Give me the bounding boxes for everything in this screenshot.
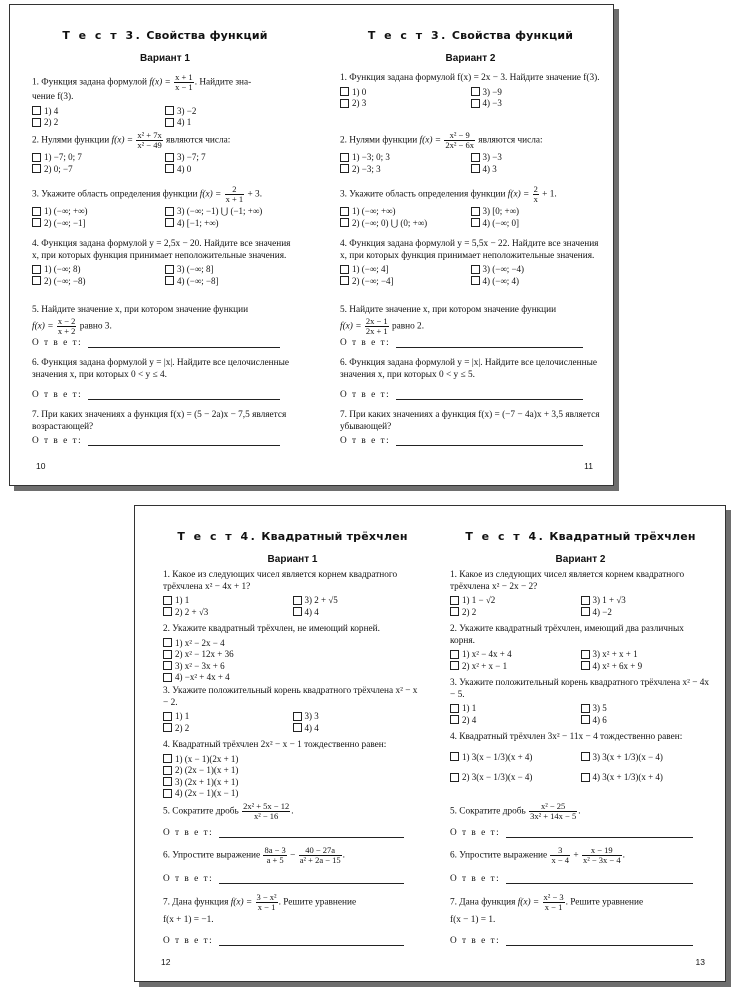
answer-field[interactable]: О т в е т: [450, 828, 693, 838]
option-1[interactable]: 1) (−∞; 4] [340, 264, 471, 275]
option-1[interactable]: 1) x² − 4x + 4 [450, 649, 581, 660]
checkbox[interactable] [165, 118, 174, 127]
question-7: 7. Дана функция f(x) = $\frac{\text{x² − 3}}{x - 1}$ . Решите уравнение f(x − 1) = 1. [450, 892, 644, 925]
option-2[interactable]: 2) (−∞; −8) [32, 276, 165, 287]
option-3[interactable]: 3) x² − 3x + 6 [163, 661, 422, 672]
checkbox[interactable] [32, 207, 41, 216]
options [340, 87, 601, 109]
checkbox[interactable] [165, 164, 174, 173]
option-2[interactable]: 2) (−∞; −1] [32, 218, 165, 229]
option-2[interactable]: 2) 2 + √3 [163, 607, 293, 618]
option-1[interactable]: 1) 3(x − 1/3)(x + 4) [450, 752, 581, 763]
question-4: 4. Квадратный трёхчлен 3x² − 11x − 4 тождественно равен: 1) 3(x − 1/3)(x + 4) 3) 3(x + 1/3)(x − 4) 2) 3(x − 1/3)(x − 4) 4) 3(x + 1/3)(x + 4) [450, 732, 711, 783]
option-4[interactable]: 4) 4 [293, 723, 423, 734]
checkbox[interactable] [32, 276, 41, 285]
option-2[interactable]: 2) 3(x − 1/3)(x − 4) [450, 772, 581, 783]
checkbox[interactable] [163, 638, 172, 647]
option-4[interactable]: 4) −x² + 4x + 4 [163, 672, 422, 683]
checkbox[interactable] [165, 218, 174, 227]
checkbox[interactable] [293, 596, 302, 605]
variant-label: Вариант 2 [555, 554, 606, 565]
checkbox[interactable] [450, 596, 459, 605]
answer-field[interactable]: О т в е т: [163, 828, 404, 838]
question-5: 5. Сократите дробь $\frac{\text{2x² + 5x − 12}}{\text{x² − 16}}$ . [163, 801, 294, 821]
question-2: 2. Нулями функции f(x) = $\frac{\text{x² − 9}}{\text{2x² − 6x}}$ являются числа: 1) −3; 0; 3 3) −3 2) −3; 3 4) 3 [340, 131, 601, 174]
options [163, 638, 422, 683]
checkbox[interactable] [340, 265, 349, 274]
option-3[interactable]: 3) 2 + √5 [293, 595, 423, 606]
options [340, 152, 601, 174]
option-1[interactable]: 1) (−∞; +∞) [340, 206, 471, 217]
page-10 [10, 5, 312, 485]
fraction: $\frac{x - 2}{x + 2}$ [57, 315, 76, 336]
checkbox[interactable] [163, 754, 172, 763]
answer-field[interactable]: О т в е т: [32, 390, 280, 400]
option-2[interactable]: 2) 4 [450, 715, 581, 726]
answer-field[interactable]: О т в е т: [163, 936, 404, 946]
question-1: 1. Функция задана формулой f(x) = $\frac{x + 1}{x - 1}$ . Найдите зна- чение f(3). 1) 4 3) −2 2) 2 4) 1 [32, 73, 298, 128]
checkbox[interactable] [165, 207, 174, 216]
option-1[interactable]: 1) −7; 0; 7 [32, 152, 165, 163]
option-1[interactable]: 1) (−∞; +∞) [32, 206, 165, 217]
checkbox[interactable] [450, 704, 459, 713]
checkbox[interactable] [163, 723, 172, 732]
checkbox[interactable] [450, 650, 459, 659]
option-3[interactable]: 3) −3 [471, 152, 602, 163]
question-2: 2. Нулями функции f(x) = $\frac{\text{x² + 7x}}{\text{x² − 49}}$ являются числа: 1) −7; 0; 7 3) −7; 7 2) 0; −7 4) 0 [32, 131, 298, 174]
page-title: Т е с т 4. Квадратный трёхчлен [465, 530, 696, 543]
options [32, 106, 298, 128]
option-3[interactable]: 3) 3(x + 1/3)(x − 4) [581, 752, 712, 763]
checkbox[interactable] [581, 715, 590, 724]
checkbox[interactable] [165, 276, 174, 285]
question-7: 7. При каких значениях a функция f(x) = (5 − 2a)x − 7,5 является возрастающей? [32, 410, 287, 432]
question-6: 6. Упростите выражение $\frac{8a - 3}{a + 5}$ − $\frac{40 - 27a}{\text{a² + 2a − 15}}$ . [163, 845, 345, 865]
question-1: 1. Какое из следующих чисел является корнем квадратного трёхчлена x² − 2x − 2? 1) 1 − √2 3) 1 + √3 2) 2 4) −2 [450, 570, 711, 617]
option-1[interactable]: 1) 1 [450, 703, 581, 714]
option-2[interactable]: 2) (−∞; 0) ⋃ (0; +∞) [340, 218, 471, 229]
question-2: 2. Укажите квадратный трёхчлен, имеющий два различных корня. 1) x² − 4x + 4 3) x² + x + 1 2) x² + x − 1 4) x² + 6x + 9 [450, 624, 711, 671]
checkbox[interactable] [471, 265, 480, 274]
checkbox[interactable] [471, 87, 480, 96]
question-4: 4. Квадратный трёхчлен 2x² − x − 1 тождественно равен: 1) (x − 1)(2x + 1) 2) (2x − 1)(x + 1) 3) (2x + 1)(x + 1) 4) (2x − 1)(x − 1) [163, 740, 422, 799]
checkbox[interactable] [163, 789, 172, 798]
option-2[interactable]: 2) (−∞; −4] [340, 276, 471, 287]
question-3: 3. Укажите область определения функции f(x) = $\frac{2}{x + 1}$ + 3. 1) (−∞; +∞) 3) (−∞; −1) ⋃ (−1; +∞) 2) (−∞; −1] 4) [−1; +∞) [32, 185, 298, 228]
checkbox[interactable] [165, 106, 174, 115]
answer-field[interactable]: О т в е т: [450, 936, 693, 946]
checkbox[interactable] [450, 773, 459, 782]
option-1[interactable]: 1) 1 [163, 595, 293, 606]
checkbox[interactable] [450, 607, 459, 616]
fraction: $\frac{\text{3 − x²}}{x - 1}$ [256, 892, 277, 912]
question-4: 4. Функция задана формулой y = 5,5x − 22. Найдите все значения x, при которых функция принимает неположительные значения. 1) (−∞; 4] 3) (−∞; −4) 2) (−∞; −4] 4) (−∞; 4) [340, 239, 601, 286]
option-4[interactable]: 4) −2 [581, 607, 712, 618]
options [32, 264, 298, 286]
option-2[interactable]: 2) 0; −7 [32, 164, 165, 175]
options [340, 264, 601, 286]
option-2[interactable]: 2) 2 [32, 117, 165, 128]
page-13 [430, 506, 725, 981]
page-12 [135, 506, 430, 981]
fraction: $\frac{2x - 1}{2x + 1}$ [365, 315, 388, 336]
options [32, 206, 298, 228]
checkbox[interactable] [32, 118, 41, 127]
question-3: 3. Укажите положительный корень квадратного трёхчлена x² − x − 2. 1) 1 3) 3 2) 2 4) 4 [163, 686, 422, 733]
page-title: Т е с т 3. Свойства функций [62, 29, 268, 42]
option-3[interactable]: 3) 5 [581, 703, 712, 714]
option-3[interactable]: 3) (−∞; −1) ⋃ (−1; +∞) [165, 206, 298, 217]
option-1[interactable]: 1) 4 [32, 106, 165, 117]
checkbox[interactable] [340, 87, 349, 96]
checkbox[interactable] [581, 704, 590, 713]
fraction: $\frac{\text{x² − 9}}{\text{2x² − 6x}}$ [445, 130, 474, 150]
variant-label: Вариант 2 [445, 53, 496, 64]
variant-label: Вариант 1 [267, 554, 318, 565]
checkbox[interactable] [293, 712, 302, 721]
question-5: 5. Найдите значение x, при котором значение функции f(x) = $\frac{x - 2}{x + 2}$ равно 3. [32, 305, 249, 336]
answer-field[interactable]: О т в е т: [450, 874, 693, 884]
option-4[interactable]: 4) 3 [471, 164, 602, 175]
option-3[interactable]: 3) [0; +∞) [471, 206, 602, 217]
checkbox[interactable] [471, 99, 480, 108]
checkbox[interactable] [340, 153, 349, 162]
option-2[interactable]: 2) x² − 12x + 36 [163, 649, 422, 660]
fraction: $\frac{\text{x² − 25}}{\text{3x² + 14x − 5}}$ [530, 801, 577, 821]
checkbox[interactable] [163, 607, 172, 616]
question-3: 3. Укажите положительный корень квадратного трёхчлена x² − 4x − 5. 1) 1 3) 5 2) 4 4) 6 [450, 678, 710, 725]
answer-field[interactable]: О т в е т: [340, 338, 583, 348]
checkbox[interactable] [163, 673, 172, 682]
question-6: 6. Функция задана формулой y = |x|. Найдите все целочисленные значения x, при которых 0 < y ≤ 4. [32, 358, 289, 380]
page-title: Т е с т 3. Свойства функций [367, 29, 574, 42]
checkbox[interactable] [32, 153, 41, 162]
checkbox[interactable] [471, 153, 480, 162]
question-2: 2. Укажите квадратный трёхчлен, не имеющий корней. 1) x² − 2x − 4 2) x² − 12x + 36 3) x² − 3x + 6 4) −x² + 4x + 4 [163, 624, 422, 683]
checkbox[interactable] [581, 607, 590, 616]
page-number: 12 [161, 957, 171, 967]
question-4: 4. Функция задана формулой y = 2,5x − 20. Найдите все значения x, при которых функция принимает неположительные значения. 1) (−∞; 8) 3) (−∞; 8] 2) (−∞; −8) 4) (−∞; −8] [32, 239, 298, 286]
option-1[interactable]: 1) (−∞; 8) [32, 264, 165, 275]
checkbox[interactable] [581, 596, 590, 605]
variant-label: Вариант 1 [140, 53, 190, 64]
book-spread-test3 [9, 4, 614, 486]
checkbox[interactable] [450, 715, 459, 724]
question-3: 3. Укажите область определения функции f(x) = $\frac{2}{x}$ + 1. 1) (−∞; +∞) 3) [0; +∞) 2) (−∞; 0) ⋃ (0; +∞) 4) (−∞; 0] [340, 185, 601, 228]
fraction: $\frac{2}{x + 1}$ [225, 184, 244, 204]
checkbox[interactable] [293, 723, 302, 732]
option-3[interactable]: 3) −2 [165, 106, 298, 117]
checkbox[interactable] [32, 265, 41, 274]
fraction: $\frac{40 - 27a}{\text{a² + 2a − 15}}$ [299, 845, 341, 865]
answer-field[interactable]: О т в е т: [32, 436, 280, 446]
checkbox[interactable] [340, 207, 349, 216]
options [163, 754, 422, 799]
option-4[interactable]: 4) 6 [581, 715, 712, 726]
checkbox[interactable] [581, 773, 590, 782]
option-4[interactable]: 4) −3 [471, 98, 602, 109]
option-3[interactable]: 3) −7; 7 [165, 152, 298, 163]
page-11 [312, 5, 613, 485]
options [450, 752, 711, 783]
option-3[interactable]: 3) x² + x + 1 [581, 649, 712, 660]
question-7: 7. При каких значениях a функция f(x) = (−7 − 4a)x + 3,5 является убывающей? [340, 410, 600, 432]
checkbox[interactable] [471, 164, 480, 173]
option-2[interactable]: 2) 2 [163, 723, 293, 734]
fraction: $\frac{2}{x}$ [533, 184, 538, 204]
option-2[interactable]: 2) (2x − 1)(x + 1) [163, 765, 422, 776]
option-1[interactable]: 1) 1 − √2 [450, 595, 581, 606]
checkbox[interactable] [163, 596, 172, 605]
option-4[interactable]: 4) (−∞; 0] [471, 218, 602, 229]
option-4[interactable]: 4) (2x − 1)(x − 1) [163, 788, 422, 799]
page-number: 10 [36, 461, 46, 471]
checkbox[interactable] [163, 650, 172, 659]
fraction: $\frac{x - 19}{\text{x² − 3x − 4}}$ [582, 845, 621, 865]
fraction: $\frac{\text{x² + 7x}}{\text{x² − 49}}$ [137, 130, 162, 150]
options [163, 595, 422, 617]
question-5: 5. Сократите дробь $\frac{\text{x² − 25}}{\text{3x² + 14x − 5}}$ . [450, 801, 581, 821]
option-4[interactable]: 4) (−∞; 4) [471, 276, 602, 287]
option-4[interactable]: 4) 1 [165, 117, 298, 128]
page-number: 11 [584, 461, 593, 471]
question-6: 6. Функция задана формулой y = |x|. Найдите все целочисленные значения x, при которых 0 < y ≤ 5. [340, 358, 597, 380]
option-1[interactable]: 1) 0 [340, 87, 471, 98]
option-4[interactable]: 4) [−1; +∞) [165, 218, 298, 229]
option-3[interactable]: 3) 1 + √3 [581, 595, 712, 606]
option-2[interactable]: 2) −3; 3 [340, 164, 471, 175]
answer-field[interactable]: О т в е т: [32, 338, 280, 348]
checkbox[interactable] [581, 752, 590, 761]
checkbox[interactable] [32, 106, 41, 115]
option-4[interactable]: 4) x² + 6x + 9 [581, 661, 712, 672]
fraction: $\frac{x + 1}{x - 1}$ [175, 72, 193, 92]
options [450, 703, 711, 725]
answer-field[interactable]: О т в е т: [340, 436, 583, 446]
checkbox[interactable] [340, 276, 349, 285]
fraction: $\frac{\text{x² − 3}}{x - 1}$ [543, 892, 564, 912]
option-4[interactable]: 4) (−∞; −8] [165, 276, 298, 287]
checkbox[interactable] [471, 207, 480, 216]
options [340, 206, 601, 228]
option-2[interactable]: 2) 3 [340, 98, 471, 109]
checkbox[interactable] [450, 752, 459, 761]
page-title: Т е с т 4. Квадратный трёхчлен [177, 530, 408, 543]
checkbox[interactable] [163, 712, 172, 721]
checkbox[interactable] [471, 276, 480, 285]
checkbox[interactable] [293, 607, 302, 616]
options [163, 711, 422, 733]
option-1[interactable]: 1) x² − 2x − 4 [163, 638, 422, 649]
option-3[interactable]: 3) (2x + 1)(x + 1) [163, 777, 422, 788]
options [450, 649, 711, 671]
checkbox[interactable] [163, 766, 172, 775]
option-4[interactable]: 4) 3(x + 1/3)(x + 4) [581, 772, 712, 783]
option-1[interactable]: 1) 1 [163, 711, 293, 722]
option-1[interactable]: 1) (x − 1)(2x + 1) [163, 754, 422, 765]
option-3[interactable]: 3) (−∞; −4) [471, 264, 602, 275]
checkbox[interactable] [32, 218, 41, 227]
question-1: 1. Какое из следующих чисел является корнем квадратного трёхчлена x² − 4x + 1? 1) 1 3) 2 + √5 2) 2 + √3 4) 4 [163, 570, 422, 617]
answer-field[interactable]: О т в е т: [163, 874, 404, 884]
fraction: $\frac{8a - 3}{a + 5}$ [264, 845, 286, 865]
option-3[interactable]: 3) −9 [471, 87, 602, 98]
page-number: 13 [695, 957, 705, 967]
checkbox[interactable] [165, 265, 174, 274]
checkbox[interactable] [581, 661, 590, 670]
checkbox[interactable] [340, 218, 349, 227]
answer-field[interactable]: О т в е т: [340, 390, 583, 400]
option-2[interactable]: 2) 2 [450, 607, 581, 618]
checkbox[interactable] [340, 164, 349, 173]
checkbox[interactable] [32, 164, 41, 173]
options [450, 595, 711, 617]
question-5: 5. Найдите значение x, при котором значение функции f(x) = $\frac{2x - 1}{2x + 1}$ равно 2. [340, 305, 557, 336]
option-2[interactable]: 2) x² + x − 1 [450, 661, 581, 672]
fraction: $\frac{3}{x - 4}$ [551, 845, 570, 865]
option-3[interactable]: 3) (−∞; 8] [165, 264, 298, 275]
checkbox[interactable] [340, 99, 349, 108]
checkbox[interactable] [163, 777, 172, 786]
checkbox[interactable] [165, 153, 174, 162]
question-1: 1. Функция задана формулой f(x) = 2x − 3. Найдите значение f(3). 1) 0 3) −9 2) 3 4) −3 [340, 73, 600, 108]
fraction: $\frac{\text{2x² + 5x − 12}}{\text{x² − 16}}$ [243, 801, 290, 821]
options [32, 152, 298, 174]
checkbox[interactable] [471, 218, 480, 227]
checkbox[interactable] [581, 650, 590, 659]
option-4[interactable]: 4) 0 [165, 164, 298, 175]
option-1[interactable]: 1) −3; 0; 3 [340, 152, 471, 163]
question-7: 7. Дана функция f(x) = $\frac{\text{3 − x²}}{x - 1}$ . Решите уравнение f(x + 1) = −1. [163, 892, 357, 925]
book-spread-test4 [134, 505, 726, 982]
question-6: 6. Упростите выражение $\frac{3}{x - 4}$ + $\frac{x - 19}{\text{x² − 3x − 4}}$ . [450, 845, 625, 865]
option-3[interactable]: 3) 3 [293, 711, 423, 722]
checkbox[interactable] [450, 661, 459, 670]
option-4[interactable]: 4) 4 [293, 607, 423, 618]
checkbox[interactable] [163, 661, 172, 670]
